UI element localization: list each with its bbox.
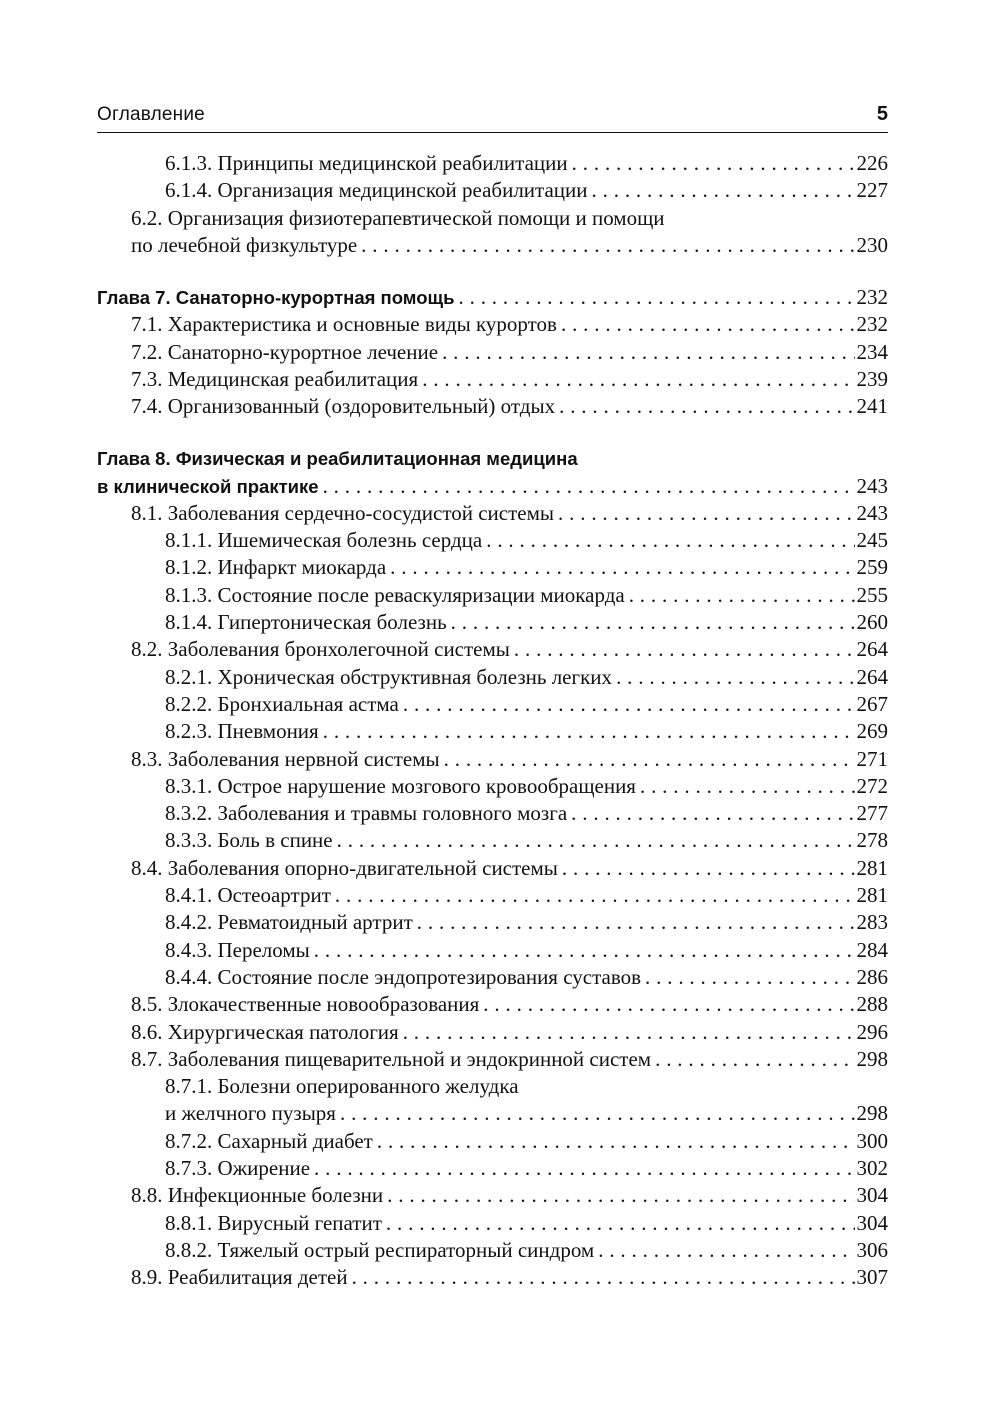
toc-entry-page: 307 — [856, 1265, 888, 1290]
toc-entry[interactable] — [97, 609, 888, 636]
toc-entry[interactable] — [97, 800, 888, 827]
toc-entry-title: 8.7. Заболевания пищеварительной и эндокринной систем — [131, 1046, 652, 1071]
toc-entry-title: Глава 7. Санаторно-курортная помощь — [97, 286, 455, 308]
toc-entry-title: 8.6. Хирургическая патология — [131, 1019, 399, 1044]
toc-entry-title: 8.7.3. Ожирение — [165, 1155, 311, 1180]
toc-entry[interactable] — [97, 909, 888, 936]
toc-entry-title: 8.3.1. Острое нарушение мозгового кровообращения — [165, 773, 636, 798]
toc-leader-dots — [390, 554, 854, 581]
toc-entry-page: 277 — [856, 801, 888, 826]
toc-leader-dots — [559, 393, 854, 420]
toc-entry-page: 300 — [856, 1128, 888, 1153]
toc-entry-page: 281 — [856, 855, 888, 880]
toc-entry-page: 227 — [856, 178, 888, 203]
toc-entry[interactable] — [97, 773, 888, 800]
toc-entry-title: 8.3. Заболевания нервной системы — [131, 746, 440, 771]
toc-entry-title: 8.3.2. Заболевания и травмы головного мозга — [165, 801, 568, 826]
toc-leader-dots — [616, 664, 854, 691]
toc-entry-title: 8.4.1. Остеоартрит — [165, 883, 331, 908]
toc-entry-title: и желчного пузыря — [165, 1101, 336, 1126]
toc-entry-title: 8.4. Заболевания опорно-двигательной системы — [131, 855, 558, 880]
toc-entry[interactable] — [97, 636, 888, 663]
toc-leader-dots — [323, 473, 855, 500]
toc-entry[interactable] — [97, 1237, 888, 1264]
toc-entry-page: 267 — [856, 691, 888, 716]
toc-entry-page: 255 — [856, 582, 888, 607]
table-of-contents — [97, 150, 888, 1291]
toc-chapter-entry[interactable] — [97, 445, 888, 472]
toc-entry-page: 259 — [856, 555, 888, 580]
toc-entry[interactable] — [97, 393, 888, 420]
toc-entry[interactable] — [97, 1100, 888, 1127]
toc-leader-dots — [352, 1264, 855, 1291]
toc-entry[interactable] — [97, 991, 888, 1018]
toc-entry-title: 8.4.3. Переломы — [165, 937, 310, 962]
toc-leader-dots — [340, 1100, 855, 1127]
toc-entry-page: 269 — [856, 719, 888, 744]
toc-entry-page: 302 — [856, 1155, 888, 1180]
toc-leader-dots — [558, 500, 854, 527]
toc-entry-title: по лечебной физкультуре — [131, 232, 358, 257]
toc-leader-dots — [386, 1210, 855, 1237]
toc-entry-title: Глава 8. Физическая и реабилитационная медицина — [97, 448, 578, 470]
toc-entry[interactable] — [97, 527, 888, 554]
toc-entry-page: 281 — [856, 883, 888, 908]
toc-entry[interactable] — [97, 339, 888, 366]
toc-entry[interactable] — [97, 718, 888, 745]
toc-entry-page: 283 — [856, 910, 888, 935]
toc-entry-title: 8.3.3. Боль в спине — [165, 828, 333, 853]
toc-leader-dots — [444, 746, 855, 773]
toc-entry-title: 8.5. Злокачественные новообразования — [131, 992, 480, 1017]
toc-entry[interactable] — [97, 582, 888, 609]
toc-entry[interactable] — [97, 1128, 888, 1155]
toc-entry[interactable] — [97, 746, 888, 773]
toc-leader-dots — [323, 718, 855, 745]
toc-leader-dots — [592, 177, 855, 204]
toc-entry-page: 288 — [856, 992, 888, 1017]
toc-entry-title: 6.1.3. Принципы медицинской реабилитации — [165, 151, 568, 175]
toc-entry[interactable] — [97, 554, 888, 581]
toc-entry-title: 8.1. Заболевания сердечно-сосудистой системы — [131, 500, 555, 525]
toc-entry[interactable] — [97, 691, 888, 718]
toc-entry[interactable] — [97, 205, 888, 232]
toc-entry-title: 7.2. Санаторно-курортное лечение — [131, 339, 439, 364]
toc-entry-page: 243 — [856, 473, 888, 498]
toc-entry-page: 284 — [856, 937, 888, 962]
toc-entry-title: 8.1.4. Гипертоническая болезнь — [165, 610, 447, 635]
toc-entry-page: 272 — [856, 773, 888, 798]
toc-entry-page: 226 — [856, 151, 888, 175]
toc-entry-title: 8.2. Заболевания бронхолегочной системы — [131, 637, 510, 662]
toc-entry[interactable] — [97, 937, 888, 964]
toc-leader-dots — [598, 1237, 854, 1264]
toc-entry-page: 264 — [856, 664, 888, 689]
toc-entry-title: 8.2.1. Хроническая обструктивная болезнь легких — [165, 664, 613, 689]
toc-entry-page: 298 — [856, 1101, 888, 1126]
running-header — [97, 100, 888, 133]
toc-entry-page: 278 — [856, 828, 888, 853]
toc-chapter-entry[interactable] — [97, 473, 888, 500]
toc-entry-page: 298 — [856, 1046, 888, 1071]
running-header-title: Оглавление — [97, 104, 205, 125]
toc-entry-page: 260 — [856, 610, 888, 635]
toc-leader-dots — [451, 609, 855, 636]
toc-entry-title: 8.1.1. Ишемическая болезнь сердца — [165, 528, 483, 553]
toc-entry-title: 8.2.3. Пневмония — [165, 719, 319, 744]
toc-entry-page: 304 — [856, 1183, 888, 1208]
toc-entry[interactable] — [97, 1155, 888, 1182]
toc-leader-dots — [572, 150, 855, 177]
toc-entry[interactable] — [97, 500, 888, 527]
toc-entry[interactable] — [97, 232, 888, 259]
toc-leader-dots — [422, 366, 854, 393]
toc-leader-dots — [655, 1046, 854, 1073]
toc-entry-page: 306 — [856, 1237, 888, 1262]
toc-entry[interactable] — [97, 855, 888, 882]
toc-entry[interactable] — [97, 177, 888, 204]
toc-leader-dots — [337, 827, 855, 854]
toc-entry-title: 7.3. Медицинская реабилитация — [131, 366, 419, 391]
toc-leader-dots — [459, 284, 855, 311]
toc-entry[interactable] — [97, 827, 888, 854]
toc-leader-dots — [561, 311, 855, 338]
toc-leader-dots — [314, 1155, 854, 1182]
toc-leader-dots — [442, 339, 854, 366]
toc-entry-page: 271 — [856, 746, 888, 771]
toc-entry-page: 230 — [856, 232, 888, 257]
toc-leader-dots — [361, 232, 854, 259]
toc-entry[interactable] — [97, 664, 888, 691]
toc-leader-dots — [483, 991, 854, 1018]
toc-entry-title: 6.1.4. Организация медицинской реабилитации — [165, 178, 588, 203]
toc-entry-page: 245 — [856, 528, 888, 553]
toc-entry-title: 8.1.2. Инфаркт миокарда — [165, 555, 387, 580]
toc-entry-title: 8.7.1. Болезни оперированного желудка — [165, 1074, 519, 1099]
toc-entry-title: 8.2.2. Бронхиальная астма — [165, 691, 399, 716]
toc-entry[interactable] — [97, 1019, 888, 1046]
toc-entry-page: 243 — [856, 500, 888, 525]
toc-entry-title: 7.4. Организованный (оздоровительный) отдых — [131, 394, 556, 419]
page-number: 5 — [876, 103, 888, 125]
toc-entry-page: 241 — [856, 394, 888, 419]
toc-leader-dots — [387, 1182, 854, 1209]
toc-entry-title: 6.2. Организация физиотерапевтической помощи и помощи — [131, 205, 665, 230]
toc-entry-page: 234 — [856, 339, 888, 364]
toc-chapter-entry[interactable] — [97, 284, 888, 311]
toc-leader-dots — [314, 937, 855, 964]
toc-entry-page: 304 — [856, 1210, 888, 1235]
toc-entry-title: 7.1. Характеристика и основные виды курортов — [131, 312, 557, 337]
toc-leader-dots — [640, 773, 855, 800]
toc-entry-title: 8.9. Реабилитация детей — [131, 1265, 348, 1290]
toc-entry[interactable] — [97, 1264, 888, 1291]
toc-leader-dots — [417, 909, 855, 936]
toc-entry[interactable] — [97, 1046, 888, 1073]
toc-entry-page: 286 — [856, 964, 888, 989]
toc-entry[interactable] — [97, 964, 888, 991]
toc-leader-dots — [335, 882, 855, 909]
toc-entry[interactable] — [97, 1210, 888, 1237]
toc-leader-dots — [514, 636, 855, 663]
toc-entry-title: 8.8.1. Вирусный гепатит — [165, 1210, 382, 1235]
toc-entry-title: 8.4.4. Состояние после эндопротезирования суставов — [165, 964, 642, 989]
toc-entry[interactable] — [97, 311, 888, 338]
toc-leader-dots — [629, 582, 855, 609]
toc-entry-page: 296 — [856, 1019, 888, 1044]
toc-entry-title: 8.1.3. Состояние после реваскуляризации миокарда — [165, 582, 625, 607]
toc-entry-page: 232 — [856, 312, 888, 337]
toc-entry-title: в клинической практике — [97, 475, 319, 497]
toc-leader-dots — [403, 1019, 855, 1046]
toc-entry-page: 264 — [856, 637, 888, 662]
toc-entry-title: 8.4.2. Ревматоидный артрит — [165, 910, 413, 935]
toc-leader-dots — [403, 691, 855, 718]
toc-entry[interactable] — [97, 882, 888, 909]
toc-entry[interactable] — [97, 1182, 888, 1209]
toc-entry[interactable] — [97, 366, 888, 393]
toc-leader-dots — [571, 800, 854, 827]
toc-leader-dots — [377, 1128, 855, 1155]
toc-leader-dots — [486, 527, 854, 554]
toc-entry-title: 8.8. Инфекционные болезни — [131, 1183, 384, 1208]
toc-leader-dots — [645, 964, 854, 991]
toc-entry-page: 239 — [856, 366, 888, 391]
toc-entry-title: 8.7.2. Сахарный диабет — [165, 1128, 373, 1153]
toc-entry[interactable] — [97, 150, 888, 177]
toc-entry[interactable] — [97, 1073, 888, 1100]
toc-entry-page: 232 — [856, 284, 888, 309]
toc-leader-dots — [562, 855, 855, 882]
toc-entry-title: 8.8.2. Тяжелый острый респираторный синдром — [165, 1237, 595, 1262]
